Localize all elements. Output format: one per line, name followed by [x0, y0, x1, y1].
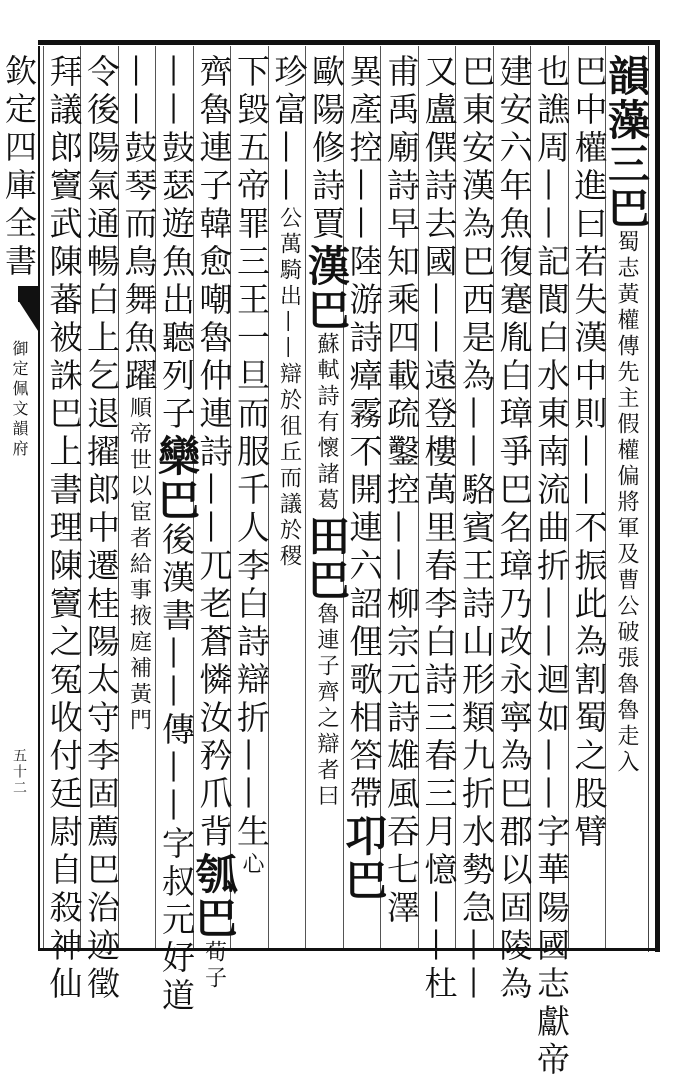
library-title: 欽定四庫全書	[0, 54, 38, 282]
text-column	[119, 54, 159, 734]
text-column	[569, 54, 609, 852]
annotation-text: 荀子	[201, 940, 227, 992]
body-text: 異產控——陸游詩瘴霧不開連六詔俚歌相答帶	[344, 54, 384, 814]
page-number: 五十二	[11, 748, 27, 796]
annotation-text: 心	[239, 852, 264, 878]
headword: 欒巴	[152, 434, 201, 522]
body-text: 建安六年魚復蹇胤白璋爭巴名璋乃改永寧為巴郡以固陵為	[494, 54, 534, 1004]
annotation-text: 蘇軾詩有懷諸葛	[314, 332, 339, 514]
annotation-text: 公萬騎出——	[276, 206, 302, 362]
body-text: ——鼓瑟遊魚出聽列子	[157, 54, 196, 434]
headword: 瓠巴	[189, 852, 239, 940]
text-column	[339, 54, 389, 902]
body-text: 下毀五帝罪三王一旦而服千人李白詩辯折——生	[232, 54, 271, 852]
headword: 田巴	[302, 514, 351, 602]
body-text: 甫禹廟詩早知乘四載疏鑿控——柳宗元詩雄風吞七澤	[382, 54, 421, 928]
annotation-text: 順帝世以宦者給事掖庭補黃門	[126, 396, 152, 734]
body-text: 珍富——	[269, 54, 309, 206]
text-column	[531, 54, 571, 1080]
text-column	[419, 54, 459, 1004]
text-column	[44, 54, 84, 1004]
body-text: 後漢書——傳——字叔元好道	[157, 522, 196, 1016]
text-column	[231, 54, 271, 878]
fish-tail-mark-point	[18, 300, 40, 334]
body-text: 巴東安漢為巴西是為——駱賓王詩山形類九折水勢急——	[457, 54, 496, 1004]
right-border	[655, 40, 660, 952]
body-text: 齊魯連子韓愈嘲魯仲連詩——兀老蒼憐汝矜爪背	[194, 54, 234, 852]
source-title: 御定佩文韻府	[10, 340, 29, 460]
left-border	[38, 46, 40, 951]
body-text: 巴中權進曰若失漢中則——不振此為割蜀之股臂	[569, 54, 609, 852]
body-text: 令後陽氣通暢白上乞退擢郎中遷桂陽太守李固薦巴治迹徵	[82, 54, 121, 1004]
body-text: 拜議郎竇武陳蕃被誅巴上書理陳竇之冤收付廷尉自殺神仙	[44, 54, 84, 1004]
top-border	[38, 40, 658, 45]
text-column	[269, 54, 309, 570]
annotation-text: 辯於徂丘而議於稷	[276, 362, 302, 570]
annotation-text: 魯連子齊之辯者曰	[314, 602, 339, 810]
text-column	[456, 54, 496, 1004]
headword: 卭巴	[339, 814, 389, 902]
body-text: 又盧僎詩去國——遠登樓萬里春李白詩三春三月憶——杜	[419, 54, 459, 1004]
headword: 漢巴	[302, 244, 351, 332]
headword: 三巴	[602, 142, 651, 230]
text-column	[152, 54, 201, 1016]
body-text: ——鼓琴而鳥舞魚躍	[119, 54, 159, 396]
annotation-text: 蜀志黃權傳先主假權偏將軍及曹公破張魯魯走入	[614, 230, 639, 776]
text-column	[494, 54, 534, 1004]
body-text: 歐陽修詩賈	[307, 54, 346, 244]
body-text: 也譙周——記閬白水東南流曲折——迴如——字華陽國志獻帝	[532, 54, 571, 1080]
text-column	[381, 54, 421, 928]
text-column	[302, 54, 351, 810]
text-column	[602, 54, 651, 776]
text-column	[81, 54, 121, 1004]
headword: 韻藻	[602, 54, 651, 142]
text-column	[189, 54, 239, 992]
